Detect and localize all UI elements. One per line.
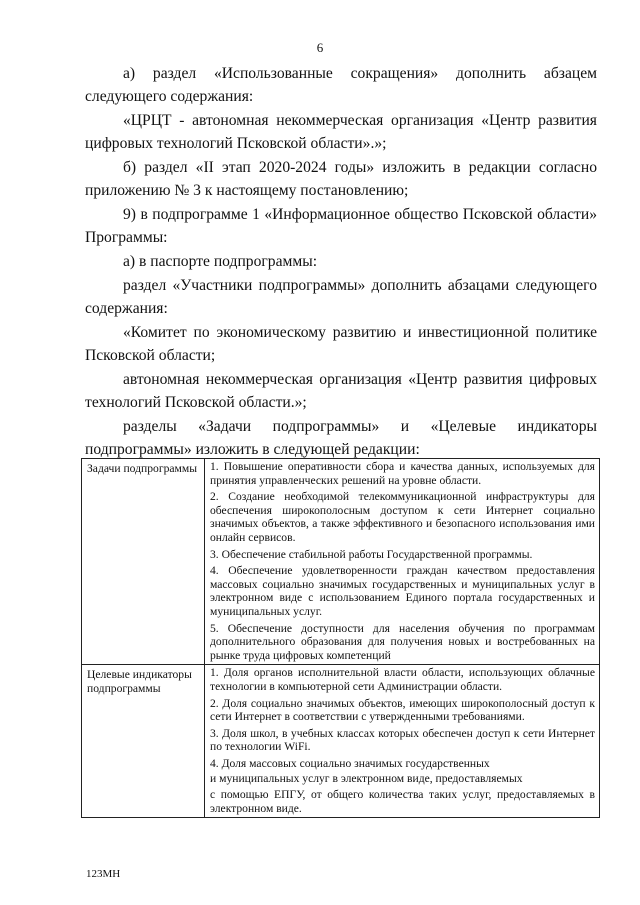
row-content-tasks [205, 459, 600, 665]
table-row [82, 665, 600, 818]
subprogram-table [81, 458, 600, 818]
list-item: 1. Повышение оперативности сбора и качества данных, используемых для принятия управленческих решений на уровне области. [210, 460, 595, 487]
paragraph: «ЦРЦТ - автономная некоммерческая организация «Центр развития цифровых технологий Псковской области».»; [85, 112, 597, 152]
paragraph: а) раздел «Использованные сокращения» дополнить абзацем следующего содержания: [85, 65, 597, 105]
row-label-indicators: Целевые индикаторы подпрограммы [82, 665, 205, 818]
passport-table [81, 458, 600, 818]
paragraph: разделы «Задачи подпрограммы» и «Целевые индикаторы подпрограммы» изложить в следующей редакции: [85, 418, 597, 458]
list-item: 4. Доля массовых социально значимых государственных [210, 756, 490, 770]
paragraph: «Комитет по экономическому развитию и инвестиционной политике Псковской области; [85, 324, 597, 364]
paragraph: а) в паспорте подпрограммы: [123, 253, 318, 270]
paragraph: б) раздел «II этап 2020-2024 годы» изложить в редакции согласно приложению № 3 к настоящему постановлению; [85, 159, 597, 199]
list-item: 3. Доля школ, в учебных классах которых обеспечен доступ к сети Интернет по технологии WiFi. [210, 726, 595, 754]
list-item: 5. Обеспечение доступности для населения обучения по программам дополнительного образования для получения новых и востребованных на рынке труда цифровых компетенций [210, 621, 595, 662]
document-code: 123МН [86, 868, 121, 880]
list-item: 2. Доля социально значимых объектов, имеющих широкополосный доступ к сети Интернет в соответствии с утвержденными требованиями. [210, 696, 595, 724]
table-row [82, 459, 600, 665]
list-item: с помощью ЕПГУ, от общего количества таких услуг, предоставляемых в электронном виде. [210, 788, 595, 815]
paragraph: автономная некоммерческая организация «Центр развития цифровых технологий Псковской области.»; [85, 371, 597, 411]
list-item: и муниципальных услуг в электронном виде, предоставляемых [210, 772, 523, 786]
list-item: 1. Доля органов исполнительной власти области, использующих облачные технологии в компьютерной сети Администрации области. [210, 666, 595, 693]
page-number: 6 [316, 40, 324, 55]
list-item: 3. Обеспечение стабильной работы Государственной программы. [210, 547, 533, 561]
body-text [85, 62, 597, 462]
row-content-indicators [205, 665, 600, 818]
row-label-tasks: Задачи подпрограммы [82, 459, 205, 665]
list-item: 4. Обеспечение удовлетворенности граждан качеством предоставления массовых социально значимых государственных и муниципальных услуг в электронном виде с использованием Единого портала государственных и муниципальных услуг. [210, 564, 595, 618]
list-item: 2. Создание необходимой телекоммуникационной инфраструктуры для обеспечения широкополосным доступом к сети Интернет социально значимых объектов, а также эффективного и безопасного использования ими онлайн сервисов. [210, 490, 595, 544]
paragraph: раздел «Участники подпрограммы» дополнить абзацами следующего содержания: [85, 277, 597, 317]
paragraph: 9) в подпрограмме 1 «Информационное общество Псковской области» Программы: [85, 206, 597, 246]
